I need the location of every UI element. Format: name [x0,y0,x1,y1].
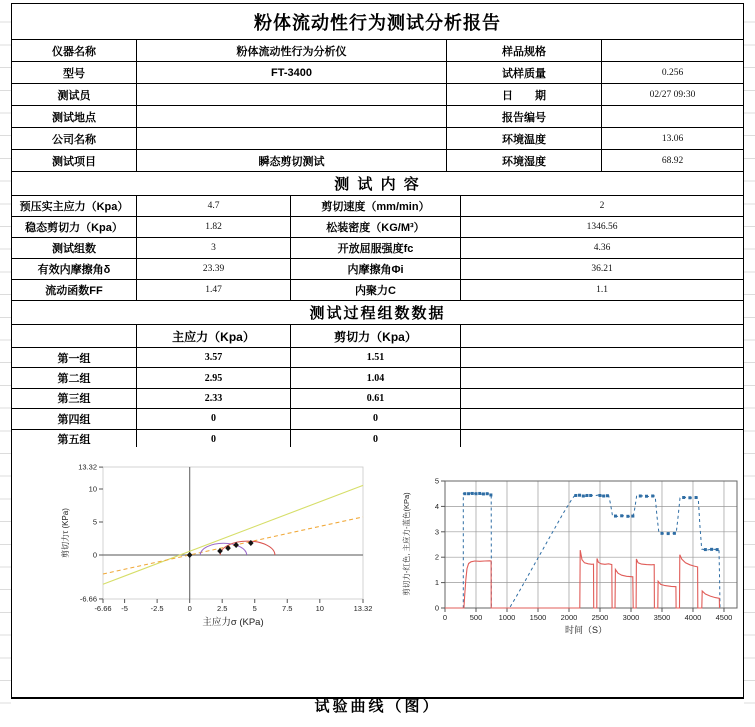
param-value: 3 [137,238,291,258]
mohr-x-axis-title: 主应力σ (KPa) [202,617,264,628]
blue-series-marker [463,492,466,495]
blue-series-marker [585,494,588,497]
info-label: 测试员 [12,84,137,105]
param-value: 1.47 [137,280,291,300]
table-row [12,128,743,150]
time-x-tick-label: 0 [442,613,448,622]
info-label: 报告编号 [447,106,602,127]
time-x-tick-label: 1000 [498,613,516,622]
mohr-x-tick-label: 13.32 [353,604,373,613]
table-row [12,40,743,62]
table-row [12,238,743,259]
mohr-x-tick-label: 2.5 [216,604,228,613]
linearized-yield-locus [103,485,363,584]
info-label: 环境温度 [447,128,602,149]
param-label: 内聚力C [291,280,461,300]
mohr-x-tick-label: -6.66 [94,604,112,613]
blue-series-marker [688,496,691,499]
table-row [12,106,743,128]
section-header-row [12,301,743,325]
group-name: 第一组 [12,348,137,367]
effective-yield-locus [103,517,363,574]
param-value: 1346.56 [586,222,618,232]
group-sigma: 2.95 [137,368,291,387]
partial-footer-text: 试验曲线（图） [314,698,441,715]
group-tau: 0.61 [291,389,461,408]
blue-series-marker [486,492,489,495]
time-x-tick-label: 4000 [684,613,702,622]
blue-series-marker [651,494,654,497]
info-value: 68.92 [661,155,684,166]
blue-series-marker [620,514,623,517]
param-value: 1.1 [596,285,608,295]
time-x-axis-title: 时间（S） [564,625,608,635]
mohr-y-tick-label: 13.32 [78,462,97,472]
blue-series-marker [471,492,474,495]
column-header-tau: 剪切力（Kpa） [291,325,461,347]
blue-series-marker [578,494,581,497]
column-header-row [12,325,743,348]
principal-stress-blue [445,493,720,608]
group-tau: 1.04 [291,368,461,387]
mohr-y-tick-label: 10 [88,484,97,494]
table-row [12,409,743,429]
blue-series-marker [716,548,719,551]
blue-series-marker [598,494,601,497]
group-empty [461,409,743,428]
param-label: 测试组数 [12,238,137,258]
blue-series-marker [489,493,492,496]
info-value: 0.256 [661,67,684,78]
group-empty [461,368,743,387]
mohr-data-point [217,548,223,554]
info-value: 13.06 [661,133,684,144]
param-label: 开放屈服强度fc [291,238,461,258]
blue-series-marker [682,496,685,499]
group-empty [461,348,743,367]
table-row [12,368,743,388]
table-row [12,389,743,409]
info-value [137,84,447,105]
blue-series-marker [614,515,617,518]
param-label: 预压实主应力（Kpa） [12,196,137,216]
blue-series-marker [602,494,605,497]
table-row [12,217,743,238]
mohr-x-tick-label: 10 [315,604,324,613]
blue-series-marker [574,494,577,497]
time-x-tick-label: 1500 [529,613,547,622]
info-value: 粉体流动性行为分析仪 [137,40,447,61]
info-value: FT-3400 [137,62,447,83]
time-x-tick-label: 3500 [653,613,671,622]
table-row [12,259,743,280]
section-header-row [12,172,743,196]
shear-force-red [445,550,720,608]
blue-series-marker [673,532,676,535]
param-value: 1.82 [137,217,291,237]
group-tau: 0 [291,430,461,449]
param-value: 2 [599,201,605,211]
time-y-tick-label: 3 [434,527,439,537]
time-x-tick-label: 2500 [591,613,609,622]
info-label: 测试项目 [12,150,137,171]
time-x-tick-label: 500 [469,613,483,622]
group-empty [461,389,743,408]
group-sigma: 0 [137,430,291,449]
info-label: 公司名称 [12,128,137,149]
mohr-y-tick-label: -6.66 [79,594,97,604]
partial-footer-section [11,697,744,727]
info-value [137,106,447,127]
mohr-x-tick-label: -2.5 [150,604,164,613]
column-header-empty [12,325,137,347]
report-table [11,3,744,470]
blue-series-marker [695,496,698,499]
group-tau: 1.51 [291,348,461,367]
table-row [12,84,743,106]
info-label: 日 期 [447,84,602,105]
time-x-tick-label: 4500 [715,613,733,622]
blue-series-marker [639,494,642,497]
group-sigma: 2.33 [137,389,291,408]
param-value: 36.21 [591,264,613,274]
section-header-group-data: 测试过程组数数据 [309,305,446,322]
blue-series-marker [710,548,713,551]
param-label: 流动函数FF [12,280,137,300]
time-y-tick-label: 1 [434,578,439,588]
info-label: 测试地点 [12,106,137,127]
param-label: 有效内摩擦角δ [12,259,137,279]
blue-series-marker [589,494,592,497]
info-label: 样品规格 [447,40,602,61]
param-label: 剪切速度（mm/min） [291,196,461,216]
blue-series-marker [704,548,707,551]
blue-series-marker [482,492,485,495]
mohr-data-point [187,552,193,558]
group-name: 第三组 [12,389,137,408]
info-value [602,106,743,127]
param-label: 松装密度（KG/M³） [291,217,461,237]
table-row [12,280,743,301]
mohr-plot-frame [103,467,363,599]
table-row [12,150,743,172]
time-y-tick-label: 2 [434,552,439,562]
param-value: 4.36 [593,243,611,253]
time-x-tick-label: 3000 [622,613,640,622]
mohr-x-tick-label: 5 [252,604,257,613]
blue-series-marker [474,492,477,495]
time-x-tick-label: 2000 [560,613,578,622]
blue-series-marker [660,532,663,535]
info-label: 型号 [12,62,137,83]
section-header-test-content: 测 试 内 容 [334,176,421,193]
param-value: 4.7 [137,196,291,216]
group-name: 第二组 [12,368,137,387]
blue-series-marker [467,492,470,495]
param-label: 内摩擦角Φi [291,259,461,279]
group-sigma: 0 [137,409,291,428]
page-title: 粉体流动性行为测试分析报告 [254,12,501,33]
info-label: 仪器名称 [12,40,137,61]
group-sigma: 3.57 [137,348,291,367]
blue-series-marker [478,492,481,495]
mohr-y-tick-label: 5 [92,517,97,527]
info-value: 02/27 09:30 [649,89,696,100]
table-row [12,196,743,217]
blue-series-marker [582,494,585,497]
info-label: 环境湿度 [447,150,602,171]
mohr-y-axis-title: 剪切力τ (KPa) [61,508,70,558]
group-tau: 0 [291,409,461,428]
blue-series-marker [645,495,648,498]
column-header-empty [461,325,743,347]
param-value: 23.39 [137,259,291,279]
charts-canvas [0,447,755,697]
blue-series-marker [631,515,634,518]
group-name: 第五组 [12,430,137,449]
info-label: 试样质量 [447,62,602,83]
mohr-y-tick-label: 0 [92,550,97,560]
info-value [137,128,447,149]
mohr-x-tick-label: -5 [121,604,128,613]
time-y-tick-label: 5 [434,476,439,486]
title-row [12,4,743,40]
group-name: 第四组 [12,409,137,428]
time-y-tick-label: 4 [434,501,439,511]
table-row [12,348,743,368]
blue-series-marker [606,494,609,497]
info-value: 瞬态剪切测试 [137,150,447,171]
blue-series-marker [626,515,629,518]
mohr-x-tick-label: 0 [187,604,192,613]
column-header-sigma: 主应力（Kpa） [137,325,291,347]
table-row [12,62,743,84]
blue-series-marker [667,532,670,535]
param-label: 稳态剪切力（Kpa） [12,217,137,237]
info-value [602,40,743,61]
mohr-x-tick-label: 7.5 [282,604,293,613]
time-y-axis-title: 剪切力-红色, 主应力-蓝色(KPa) [402,492,411,596]
time-y-tick-label: 0 [434,603,439,613]
